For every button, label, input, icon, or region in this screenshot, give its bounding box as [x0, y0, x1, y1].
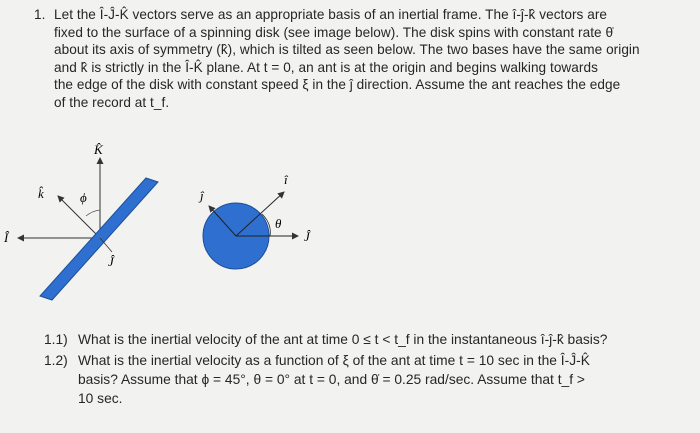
- figure: [0, 140, 700, 310]
- question-number: 1.1): [44, 332, 68, 347]
- tilted-disk-diagram: [3, 142, 158, 300]
- problem-number: 1.: [34, 7, 46, 22]
- questions: [44, 330, 684, 410]
- problem-line-3: about its axis of symmetry (k̂), which is tilted as seen below. The two bases have the same origin: [54, 42, 640, 58]
- problem-line-2: fixed to the surface of a spinning disk (see image below). The disk spins with constant rate θ̇: [54, 24, 614, 40]
- J-label: Ĵ: [108, 254, 114, 269]
- K-label: K̂: [94, 142, 103, 157]
- J-label-right: Ĵ: [304, 229, 310, 244]
- problem-statement: [34, 6, 684, 112]
- question-line: 10 sec.: [78, 391, 123, 406]
- question-1-1: 1.1) What is the inertial velocity of the ant at time 0 ≤ t < t_f in the instantaneous î-ĵ-k̂ basis?: [44, 332, 608, 347]
- problem-line-5: the edge of the disk with constant speed ξ in the ĵ direction. Assume the ant reaches the edge: [54, 77, 621, 93]
- question-1-2: 1.2) What is the inertial velocity as a function of ξ of the ant at time t = 10 sec in the Î-Ĵ-K̂ basis? Assume that ϕ = 45°, θ = 0° at t = 0, and θ̇ = 0.25 rad/sec. Assume that t_f > 10 sec.: [44, 351, 684, 408]
- I-label: Î: [4, 230, 9, 245]
- phi-label: ϕ: [80, 190, 87, 205]
- phi-arc: [86, 210, 100, 216]
- problem-line-4: and k̂ is strictly in the Î-K̂ plane. At t = 0, an ant is at the origin and begins walking towards: [54, 59, 598, 75]
- theta-label: θ: [275, 216, 282, 231]
- j-label: ĵ: [200, 188, 204, 203]
- question-line: basis? Assume that ϕ = 45°, θ = 0° at t = 0, and θ̇ = 0.25 rad/sec. Assume that t_f >: [78, 372, 585, 387]
- question-number: 1.2): [44, 353, 68, 368]
- i-label: î: [284, 172, 288, 187]
- k-label: k̂: [38, 186, 44, 201]
- problem-line-1: 1. Let the Î-Ĵ-K̂ vectors serve as an appropriate basis of an inertial frame. The î-ĵ-k̂ vectors are: [34, 7, 608, 22]
- problem-line-6: of the record at t_f.: [54, 94, 170, 110]
- disk-top-view-diagram: [198, 172, 311, 269]
- k-axis-line: [58, 196, 100, 238]
